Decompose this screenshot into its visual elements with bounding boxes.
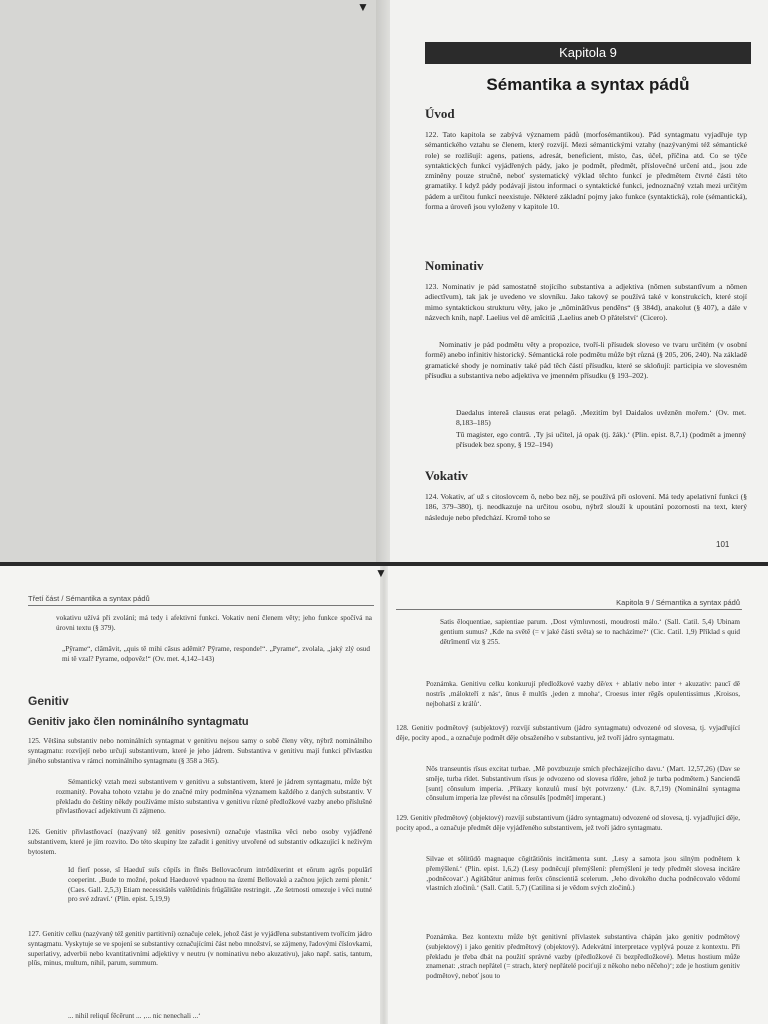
running-head-left: Třetí část / Sémantika a syntax pádů	[28, 594, 150, 603]
subheading-genitiv-syntagma: Genitiv jako člen nominálního syntagmatu	[28, 716, 249, 728]
example-satis: Satis ēloquentiae, sapientiae parum. ‚Dost výmluvnosti, moudrosti málo.‘ (Sall. Catil. 5,4) Ubinam gentium sumus? ‚Kde na světě (= v jaké části světa) se to nacházíme?‘ (Cic. Catil. 1,9) Příklad s quid dētrīmentī viz § 255.	[440, 618, 740, 646]
vokativ-continued: vokativu užívá při zvolání; má tedy i afektivní funkci. Vokativ není členem věty; jeho funkce spočívá na úrovni textu (§ 379).	[56, 614, 372, 632]
example-tu-magister: Tū magister, ego contrā. ‚Ty jsi učitel, já opak (tj. žák).‘ (Plin. epist. 8,7,1) (podmět a jmenný přísudek bez spony, § 192–194)	[456, 430, 746, 450]
paragraph-127: 127. Genitiv celku (nazývaný též genitiv partitivní) označuje celek, jehož část je vyjádřena substantivem tvořícím jádro syntagmatu. Vyskytuje se ve spojení se substantivy označujícími část nebo množství, se zájmeny, řadovými číslovkami, superlativy, adverbii nebo kvantitativními adjektivy v neutru (v nominativu nebo akuzativu), jako např. satis, tantum, plūs, minus, multum, nihil, parum, summum.	[28, 930, 372, 968]
paragraph-122: 122. Tato kapitola se zabývá významem pádů (morfosémantikou). Pád syntagmatu vyjadřuje typ sémantického vztahu se členem, který rozvíjí. Mezi sémantickými vztahy (nazývanými též sémantické role) se rozlišují: agens, patiens, adresát, beneficient, místo, čas, účel, příčina atd. Co se týče syntaktických funkcí vyjádřených pády, jako je podmět, předmět, příslovečné určení atd., jsou zde zmíněny pouze stručně, neboť systematický výklad těchto funkcí je předmětem čtvrté části této gramatiky. I když pády podávají jistou informaci o syntaktické funkci, jednoznačný vztah mezi určitým pádem a určitou funkcí neexistuje. Některé základní pojmy jako funkce (syntaktická), role (sémantická), forma a úroveň jsou vyloženy v kapitole 10.	[425, 130, 747, 212]
crop-mark-middle: ▼	[375, 566, 387, 580]
left-page-edge	[0, 0, 384, 562]
example-129: Silvae et sōlitūdō magnaque cōgitātiōnis incitāmenta sunt. ‚Lesy a samota jsou silným podnětem k přemýšlení.‘ (Plin. epist. 1,6,2) (Lesy podněcují přemýšlení: přemýšlení je tedy předmět slovesa incitāre ‚podněcovat‘.) Agitābātur animus ferōx cōnscientiā scelerum. ‚Jeho divokého ducha podněcovalo vědomí vlastních zločinů.‘ (Sall. Catil. 5,7) (Catilina si je vědom svých zločinů.)	[426, 855, 740, 893]
paragraph-129: 129. Genitiv předmětový (objektový) rozvíjí substantivum (jádro syntagmatu) odvozené od slovesa, tj. vyjadřující děje, pocity apod., a označuje předmět děje vyjádřeného substantivem, jež tvoří jádro syntagmatu.	[396, 814, 740, 832]
crop-mark-top: ▼	[357, 0, 369, 14]
note-genitiv-celku: Poznámka. Genitivu celku konkurují předložkové vazby dē/ex + ablativ nebo inter + akuzativ: paucī dē nostrīs ‚málokteří z nás‘, ūnus ē multīs ‚jeden z mnoha‘, Croesus inter rēgēs opulentissimus ‚Kroisos, nejbohatší z králů‘.	[426, 680, 740, 708]
example-126: Id fierī posse, sī Haeduī suīs cōpiīs in fīnēs Bellovacōrum intrōdūxerint et eōrum agrōs populārī coeperint. ‚Bude to možné, pokud Haeduové vpadnou na území Bellovaků a začnou jejich zemi plenit.‘ (Caes. Gall. 2,5,3) Etiam necessitātēs valētūdinis frūgālitāte restringit. ‚Ze šetrnosti omezuje i věci nutné pro své zdraví.‘ (Plin. epist. 5,19,9)	[68, 866, 372, 904]
paragraph-123b: Nominativ je pád podmětu věty a propozice, tvoří-li přísudek sloveso ve tvaru určitém (v osobní formě) anebo infinitiv historický. Sémantická role podmětu může být různá (§ 205, 206, 240). Na základě gramatické shody je nominativ také pád těch částí přísudku, které se skloňují: participia ve slovesném přísudku a substantiva nebo adjektiva ve jmenném přísudku (§ 193–202).	[425, 340, 747, 380]
chapter-title: Sémantika a syntax pádů	[486, 75, 690, 94]
example-128: Nōs transeuntis rīsus excitat turbae. ‚Mě povzbuzuje smích přecházejícího davu.‘ (Mart. 12,57,26) (Dav se směje, turba rīdet. Substantivum rīsus je odvozeno od slovesa rīdēre, jehož je turba podmětem.) Sanciendā [sunt] cōnsulum imperia. ‚Příkazy konzulů musí být potvrzeny.‘ (Liv. 8,7,19) (Nominální syntagma cōnsulum imperia lze převést na cōnsulēs [podmět] imperant.)	[426, 765, 740, 803]
section-heading-nominativ: Nominativ	[425, 258, 484, 273]
paragraph-125: 125. Většina substantiv nebo nominálních syntagmat v genitivu nejsou samy o sobě členy věty, nýbrž nominálního syntagmatu: rozvíjejí nebo určují substantivum, které je jeho jádrem. Substantiva v genitivu mají funkci přívlastku jiného substantiva v rámci nominálního syntagmatu (§ 358 a 365).	[28, 737, 372, 765]
rule-right	[396, 609, 742, 610]
example-127: ... nihil reliquī fēcērunt ... ‚... nic nenechali ...‘	[68, 1012, 201, 1020]
section-heading-uvod: Úvod	[425, 106, 455, 121]
section-heading-vokativ: Vokativ	[425, 468, 468, 483]
bottom-gutter	[380, 566, 388, 1024]
paragraph-126: 126. Genitiv přivlastňovací (nazývaný též genitiv posesivní) označuje vlastníka věci nebo osoby vyjádřené substantivem, které je jím rozvito. Do této skupiny lze zařadit i genitivy utvořené od substantiv odkazující k neživým bytostem.	[28, 828, 372, 856]
running-head-right: Kapitola 9 / Sémantika a syntax pádů	[616, 598, 740, 607]
page-number: 101	[716, 540, 730, 549]
chapter-banner: Kapitola 9	[425, 42, 751, 64]
note-genitiv-ambiguity: Poznámka. Bez kontextu může být genitivní přívlastek substantiva chápán jako genitiv podmětový (subjektový) i jako genitiv předmětový (objektový). Adekvátní interpretace vyplývá pouze z kontextu. Při překladu je třeba dbát na použití správné vazby (předložkové či bezpředložkové). Metus hostium může znamenat: ‚strach nepřátel (= strach, který nepřátelé pociťují z někoho nebo něčeho)‘; zde je hostium genitiv podmětový, neboť jsou to	[426, 933, 740, 981]
paragraph-125b: Sémantický vztah mezi substantivem v genitivu a substantivem, které je jádrem syntagmatu, může být rozmanitý. Povaha tohoto vztahu je do značné míry podmíněna významem každého z daných substantiv. V překladu do češtiny někdy používáme místo substantiva v genitivu různé předložkové vazby anebo příslušné přivlastňovací adjektivum či zájmeno.	[56, 778, 372, 816]
example-daedalus: Daedalus intereā clausus erat pelagō. ‚Mezitím byl Daidalos uvězněn mořem.‘ (Ov. met. 8,183–185)	[456, 408, 746, 428]
paragraph-123: 123. Nominativ je pád samostatně stojícího substantiva a adjektiva (nōmen substantīvum a nōmen adiectīvum), tak jak je uvedeno ve slovníku. Jako takový se používá také v konstrukcích, které stojí mimo syntaktickou strukturu věty, jako je „nōminātīvus pendēns“ (§ 384d), anakolut (§ 407), a dále v názvech knih, např. Laelius vel dē amīcitiā ‚Laelius aneb O přátelství‘ (Cicero).	[425, 282, 747, 322]
paragraph-128: 128. Genitiv podmětový (subjektový) rozvíjí substantivum (jádro syntagmatu) odvozené od slovesa, tj. vyjadřující děje, pocity apod., a označuje podmět děje obsaženého v substantivu, jež tvoří jádro syntagmatu.	[396, 724, 740, 742]
paragraph-124: 124. Vokativ, ať už s citoslovcem ō, nebo bez něj, se používá při oslovení. Má tedy apelativní funkci (§ 186, 379–380), tj. neodkazuje na určitou osobu, nýbrž slouží k upoutání pozornosti na text, který následuje nebo předchází. Kromě toho se	[425, 492, 747, 522]
section-heading-genitiv: Genitiv	[28, 694, 69, 708]
example-pyrame: „Pȳrame“, clāmāvit, „quis tē mihi cāsus adēmit? Pȳrame, responde!“. „Pyrame“, zvolala, „jaký zlý osud mi tě vzal? Pyrame, odpověz!“ (Ov. met. 4,142–143)	[62, 645, 370, 663]
rule-left	[28, 605, 374, 606]
